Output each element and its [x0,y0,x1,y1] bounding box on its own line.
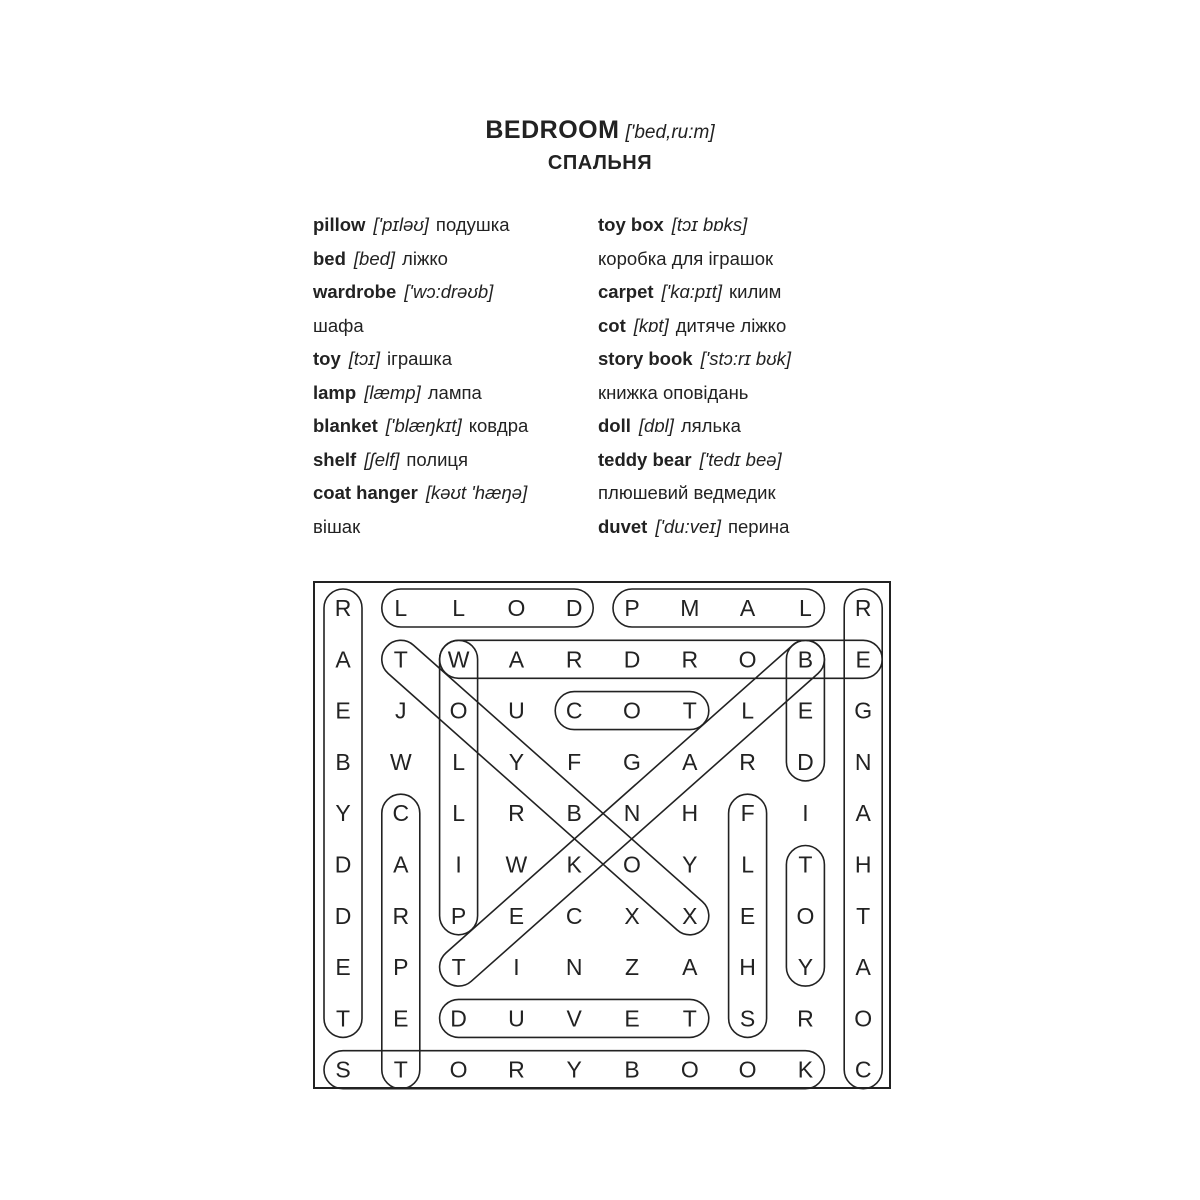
grid-letter[interactable]: C [392,800,410,827]
grid-letter[interactable]: P [393,954,409,981]
vocab-word: carpet [598,281,654,302]
grid-letter[interactable]: F [567,748,582,775]
vocab-pronunciation: [dɒl] [638,415,674,436]
grid-letter[interactable]: A [508,646,525,673]
vocab-pronunciation: [ʃelf] [364,448,400,470]
grid-letter[interactable]: R [739,748,756,775]
grid-letter[interactable]: A [393,851,409,878]
grid-letter[interactable]: L [452,595,465,621]
vocab-word: shelf [313,448,357,470]
vocab-pronunciation: ['tedɪ beə] [699,448,782,470]
grid-letter[interactable]: A [682,748,698,775]
grid-letter[interactable]: R [508,1056,525,1083]
vocab-translation: вішак [313,515,361,537]
grid-letter[interactable]: O [796,902,815,929]
grid-letter[interactable]: G [623,748,641,775]
grid-letter[interactable]: K [566,851,582,878]
grid-letter[interactable]: Y [566,1056,582,1083]
grid-letter[interactable]: R [334,595,352,621]
vocab-word: toy box [598,214,664,235]
grid-letter[interactable]: E [624,1005,640,1032]
grid-letter[interactable]: E [335,697,351,724]
grid-letter[interactable]: D [565,595,583,621]
grid-letter[interactable]: J [395,697,407,724]
vocab-word: bed [313,247,346,269]
vocab-pronunciation: ['kɑ:pɪt] [661,281,723,302]
vocab-pronunciation: [bed] [353,247,396,269]
vocab-pronunciation: ['du:veɪ] [655,515,721,537]
grid-letter[interactable]: F [740,800,755,827]
grid-letter[interactable]: Z [624,954,640,981]
grid-letter[interactable]: O [449,697,468,724]
vocab-translation: подушка [435,214,510,235]
grid-letter[interactable]: O [854,1005,873,1032]
grid-letter[interactable]: D [797,748,814,775]
grid-letter[interactable]: U [508,697,525,724]
vocab-pronunciation: ['blæŋkɪt] [385,415,462,436]
found-word-outline [440,640,883,678]
grid-letter[interactable]: E [508,902,525,929]
grid-letter[interactable]: R [854,595,872,621]
grid-letter[interactable]: O [738,646,757,673]
vocab-pronunciation: [læmp] [364,381,421,403]
vocab-word: story book [598,348,693,369]
grid-letter[interactable]: O [623,697,641,724]
grid-letter[interactable]: O [738,1056,757,1083]
title-word: BEDROOM [485,116,620,144]
grid-letter[interactable]: A [739,595,756,621]
grid-letter[interactable]: B [797,646,814,673]
grid-letter[interactable]: R [392,902,410,929]
vocab-word: lamp [313,381,357,403]
vocab-translation: лампа [427,381,482,403]
grid-letter[interactable]: I [513,954,520,981]
grid-letter[interactable]: T [682,697,697,724]
grid-letter[interactable]: Y [335,800,351,827]
grid-letter[interactable]: N [565,954,583,981]
grid-letter[interactable]: I [802,800,809,827]
grid-letter[interactable]: L [799,595,812,621]
grid-letter[interactable]: D [334,902,352,929]
vocab-translation: лялька [680,415,741,436]
grid-letter[interactable]: Y [508,748,525,775]
vocab-word: cot [598,314,626,336]
grid-letter[interactable]: M [680,595,700,621]
vocab-translation: перина [728,515,790,537]
grid-letter[interactable]: T [393,1056,408,1083]
grid-letter[interactable]: D [450,1005,467,1032]
grid-letter[interactable]: N [854,748,872,775]
page-subtitle: СПАЛЬНЯ [547,152,653,174]
vocab-pronunciation: [tɔɪ bɒks] [671,214,748,235]
vocab-translation: плюшевий ведмедик [598,482,776,503]
vocab-translation: іграшка [387,348,453,369]
vocab-pronunciation: ['wɔ:drəʊb] [404,281,494,302]
grid-letter[interactable]: L [741,697,754,724]
grid-letter[interactable]: T [682,1005,697,1032]
vocab-word: blanket [313,415,378,436]
grid-letter[interactable]: L [394,595,408,621]
grid-letter[interactable]: K [797,1056,814,1083]
grid-letter[interactable]: T [856,902,871,929]
grid-letter[interactable]: I [455,851,462,878]
grid-letter[interactable]: O [507,595,526,621]
grid-letter[interactable]: U [508,1005,525,1032]
grid-letter[interactable]: H [681,800,699,827]
grid-letter[interactable]: T [798,851,813,878]
grid-letter[interactable]: L [452,800,465,827]
grid-letter[interactable]: N [623,800,641,827]
grid-letter[interactable]: D [623,646,641,673]
grid-letter[interactable]: E [393,1005,409,1032]
vocab-pronunciation: ['stɔ:rɪ bʊk] [700,348,792,369]
vocab-pronunciation: [kɒt] [633,314,669,336]
grid-letter[interactable]: Y [797,954,814,981]
grid-letter[interactable]: P [624,595,640,621]
grid-letter[interactable]: Y [682,851,698,878]
grid-letter[interactable]: A [335,646,351,673]
grid-letter[interactable]: E [739,902,756,929]
vocab-word: pillow [313,214,366,235]
grid-letter[interactable]: D [334,851,352,878]
grid-letter[interactable]: R [508,800,525,827]
grid-letter[interactable]: E [797,697,814,724]
vocab-word: doll [598,415,631,436]
grid-letter[interactable]: V [566,1005,582,1032]
grid-letter[interactable]: O [449,1056,468,1083]
grid-letter[interactable]: O [680,1056,699,1083]
vocab-word: toy [313,348,341,369]
grid-letter[interactable]: T [393,646,408,673]
grid-letter[interactable]: O [623,851,641,878]
grid-letter[interactable]: W [389,748,412,775]
grid-letter[interactable]: C [565,697,583,724]
grid-letter[interactable]: H [739,954,756,981]
grid-letter[interactable]: S [739,1005,756,1032]
title-pronunciation: ['bed,ru:m] [625,122,715,143]
grid-letter[interactable]: W [505,851,528,878]
grid-letter[interactable]: E [855,646,871,673]
grid-letter[interactable]: P [450,902,467,929]
grid-letter[interactable]: G [854,697,873,724]
found-word-outline [382,589,593,627]
grid-letter[interactable]: X [682,902,698,929]
grid-letter[interactable]: W [447,646,470,673]
grid-letter[interactable]: L [741,851,754,878]
vocab-translation: коробка для іграшок [598,247,774,269]
grid-letter[interactable]: A [855,800,871,827]
vocab-word: coat hanger [313,482,418,503]
grid-letter[interactable]: R [565,646,583,673]
grid-letter[interactable]: L [452,748,465,775]
grid-letter[interactable]: B [624,1056,640,1083]
vocab-translation: килим [729,281,782,302]
grid-letter[interactable]: C [854,1056,872,1083]
vocab-translation: шафа [313,314,364,336]
grid-letter[interactable]: E [335,954,351,981]
grid-letter[interactable]: T [335,1005,351,1032]
grid-letter[interactable]: S [335,1056,351,1083]
vocab-word: teddy bear [598,448,692,470]
found-word-outline [382,794,420,1088]
grid-letter[interactable]: R [681,646,699,673]
grid-letter[interactable]: A [682,954,698,981]
found-word-outline [613,589,824,627]
vocab-pronunciation: [kəʊt 'hæŋə] [425,482,528,503]
grid-letter[interactable]: H [854,851,872,878]
vocab-translation: ковдра [468,415,529,436]
grid-letter[interactable]: R [797,1005,814,1032]
grid-letter[interactable]: A [855,954,871,981]
vocab-translation: дитяче ліжко [675,314,787,336]
grid-letter[interactable]: X [624,902,640,929]
grid-letter[interactable]: C [565,902,583,929]
vocab-translation: ліжко [402,247,448,269]
vocab-word: duvet [598,515,648,537]
vocab-word: wardrobe [313,281,397,302]
vocab-pronunciation: [tɔɪ] [348,348,381,369]
grid-letter[interactable]: B [335,748,351,775]
grid-letter[interactable]: T [451,954,466,981]
grid-letter[interactable]: B [566,800,582,827]
vocab-pronunciation: ['pɪləʊ] [373,214,429,235]
vocab-translation: полиця [406,448,469,470]
vocab-translation: книжка оповідань [598,381,749,403]
